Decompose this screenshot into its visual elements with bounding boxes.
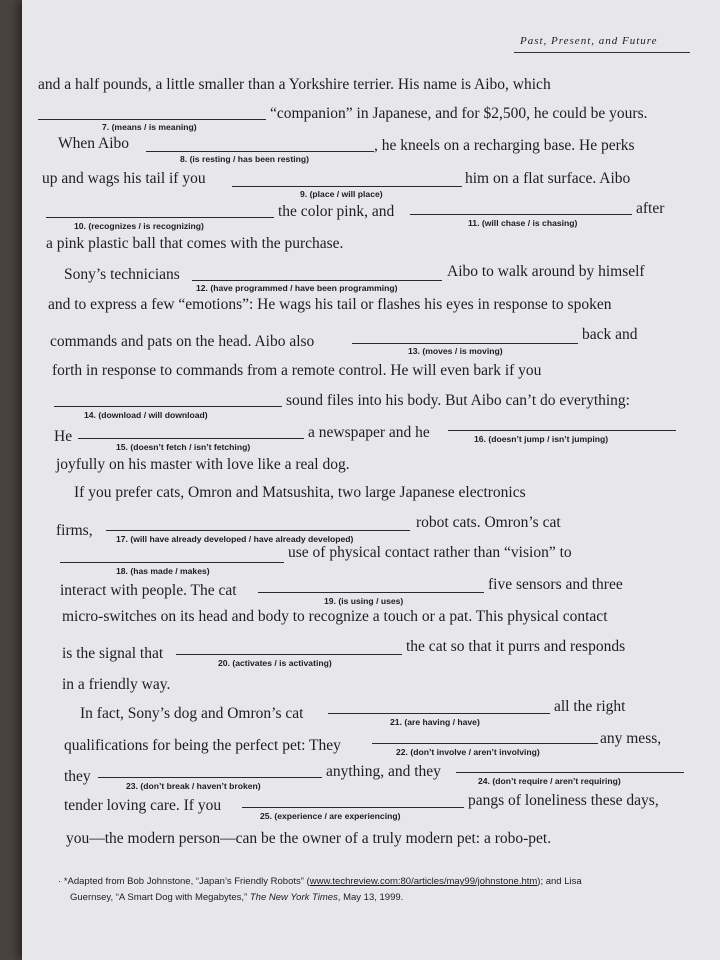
blank-hint-19: 19. (is using / uses) <box>324 596 404 606</box>
text-line: If you prefer cats, Omron and Matsushita, two large Japanese electronics <box>74 484 526 501</box>
text-line: interact with people. The cat <box>60 582 237 599</box>
answer-blank-8[interactable] <box>146 151 374 152</box>
citation-line-1: · *Adapted from Bob Johnstone, “Japan’s Friendly Robots” (www.techreview.com:80/articles/may99/johnstone.htm); and Lisa <box>58 876 582 887</box>
blank-hint-7: 7. (means / is meaning) <box>102 122 197 132</box>
text-line: after <box>636 200 665 217</box>
text-line: they <box>64 768 91 785</box>
text-line: anything, and they <box>326 763 441 780</box>
text-line: and to express a few “emotions”: He wags his tail or flashes his eyes in response to spoken <box>48 296 612 313</box>
blank-hint-20: 20. (activates / is activating) <box>218 658 332 668</box>
answer-blank-24[interactable] <box>456 772 684 773</box>
text-line: When Aibo <box>58 135 130 152</box>
answer-blank-12[interactable] <box>192 280 442 281</box>
blank-hint-11: 11. (will chase / is chasing) <box>468 218 578 228</box>
text-line: is the signal that <box>62 645 164 662</box>
answer-blank-7[interactable] <box>38 119 266 120</box>
answer-blank-21[interactable] <box>328 713 550 714</box>
text-line: back and <box>582 326 638 343</box>
answer-blank-20[interactable] <box>176 654 402 655</box>
blank-hint-18: 18. (has made / makes) <box>116 566 210 576</box>
blank-hint-25: 25. (experience / are experiencing) <box>260 811 401 821</box>
text-line: joyfully on his master with love like a real dog. <box>56 456 350 473</box>
text-line: sound files into his body. But Aibo can’t do everything: <box>286 392 630 409</box>
text-line: , he kneels on a recharging base. He perks <box>374 137 635 154</box>
citation-link[interactable]: www.techreview.com:80/articles/may99/johnstone.htm <box>309 876 538 887</box>
text-line: use of physical contact rather than “vision” to <box>288 544 572 561</box>
text-line: the cat so that it purrs and responds <box>406 638 626 655</box>
text-line: firms, <box>56 522 93 539</box>
blank-hint-14: 14. (download / will download) <box>84 410 208 420</box>
text-line: in a friendly way. <box>62 676 171 693</box>
text-line: all the right <box>554 698 626 715</box>
blank-hint-23: 23. (don’t break / haven’t broken) <box>126 781 261 791</box>
blank-hint-13: 13. (moves / is moving) <box>408 346 503 356</box>
text-line: you—the modern person—can be the owner of a truly modern pet: a robo-pet. <box>66 830 552 847</box>
blank-hint-9: 9. (place / will place) <box>300 189 383 199</box>
blank-hint-15: 15. (doesn’t fetch / isn’t fetching) <box>116 442 251 452</box>
text-line: tender loving care. If you <box>64 797 222 814</box>
text-line: “companion” in Japanese, and for $2,500, he could be yours. <box>270 105 648 122</box>
answer-blank-11[interactable] <box>410 214 632 215</box>
answer-blank-13[interactable] <box>352 343 578 344</box>
text-line: Sony’s technicians <box>64 266 180 283</box>
answer-blank-25[interactable] <box>242 807 464 808</box>
text-line: a newspaper and he <box>308 424 430 441</box>
blank-hint-16: 16. (doesn’t jump / isn’t jumping) <box>474 434 609 444</box>
text-line: him on a flat surface. Aibo <box>465 170 631 187</box>
text-line: and a half pounds, a little smaller than a Yorkshire terrier. His name is Aibo, which <box>38 76 551 93</box>
blank-hint-8: 8. (is resting / has been resting) <box>180 154 309 164</box>
text-line: pangs of loneliness these days, <box>468 792 659 809</box>
text-line: five sensors and three <box>488 576 623 593</box>
answer-blank-14[interactable] <box>54 406 282 407</box>
blank-hint-24: 24. (don’t require / aren’t requiring) <box>478 776 621 786</box>
text-line: qualifications for being the perfect pet: They <box>64 737 341 754</box>
citation-line-2: Guernsey, “A Smart Dog with Megabytes,” The New York Times, May 13, 1999. <box>70 892 404 903</box>
text-line: forth in response to commands from a remote control. He will even bark if you <box>52 362 542 379</box>
text-line: He <box>54 428 73 445</box>
text-line: up and wags his tail if you <box>42 170 206 187</box>
text-line: commands and pats on the head. Aibo also <box>50 333 315 350</box>
answer-blank-15[interactable] <box>78 438 304 439</box>
text-line: a pink plastic ball that comes with the purchase. <box>46 235 344 252</box>
answer-blank-17[interactable] <box>106 530 410 531</box>
answer-blank-10[interactable] <box>46 217 274 218</box>
answer-blank-16[interactable] <box>448 430 676 431</box>
blank-hint-21: 21. (are having / have) <box>390 717 480 727</box>
running-head: Past, Present, and Future <box>520 35 658 47</box>
blank-hint-17: 17. (will have already developed / have already developed) <box>116 534 354 544</box>
text-line: any mess, <box>600 730 662 747</box>
blank-hint-10: 10. (recognizes / is recognizing) <box>74 221 204 231</box>
text-line: Aibo to walk around by himself <box>447 263 645 280</box>
blank-hint-22: 22. (don’t involve / aren’t involving) <box>396 747 540 757</box>
text-line: micro-switches on its head and body to recognize a touch or a pat. This physical contact <box>62 608 608 625</box>
answer-blank-22[interactable] <box>372 743 598 744</box>
answer-blank-23[interactable] <box>98 777 322 778</box>
answer-blank-18[interactable] <box>60 562 284 563</box>
blank-hint-12: 12. (have programmed / have been programming) <box>196 283 398 293</box>
answer-blank-19[interactable] <box>258 592 484 593</box>
text-line: the color pink, and <box>278 203 395 220</box>
answer-blank-9[interactable] <box>232 186 462 187</box>
text-line: In fact, Sony’s dog and Omron’s cat <box>80 705 304 722</box>
worksheet-page <box>22 0 720 960</box>
header-rule <box>514 52 690 53</box>
text-line: robot cats. Omron’s cat <box>416 514 561 531</box>
